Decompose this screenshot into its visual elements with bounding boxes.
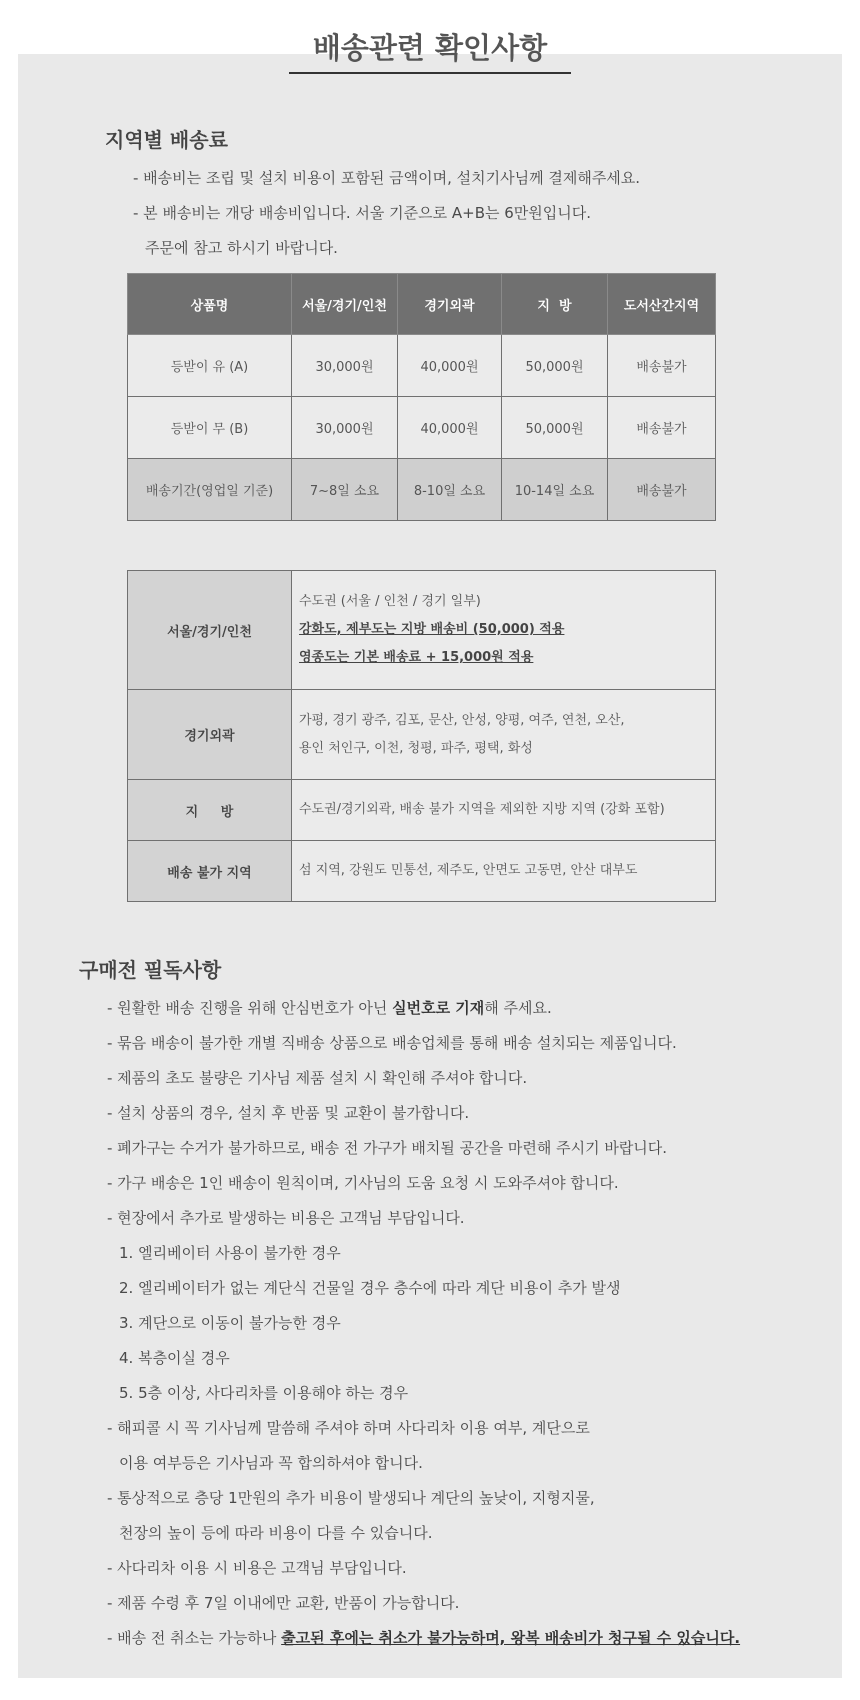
region-table (127, 570, 716, 902)
must-read-line (107, 1628, 740, 1648)
region-line: 수도권 (서울 / 인천 / 경기 일부) (299, 594, 481, 609)
page-title: 배송관련 확인사항 (312, 31, 548, 65)
table-row (128, 335, 716, 397)
cell-period: 7~8일 소요 (292, 459, 398, 521)
must-read-line: 천장의 높이 등에 따라 비용이 다를 수 있습니다. (119, 1524, 433, 1542)
must-read-line: - 해피콜 시 꼭 기사님께 말씀해 주셔야 하며 사다리차 이용 여부, 계단으로 (107, 1419, 590, 1437)
must-read-line: - 폐가구는 수거가 불가하므로, 배송 전 가구가 배치될 공간을 마련해 주시기 바랍니다. (107, 1139, 668, 1157)
region-label: 경기외곽 (128, 690, 292, 780)
table-row (128, 397, 716, 459)
must-read-line: - 가구 배송은 1인 배송이 원칙이며, 기사님의 도움 요청 시 도와주셔야 합니다. (107, 1174, 619, 1192)
cell-price: 30,000원 (292, 397, 398, 459)
must-read-line: - 제품 수령 후 7일 이내에만 교환, 반품이 가능합니다. (107, 1594, 460, 1612)
header-seoul: 서울/경기/인천 (292, 274, 398, 335)
must-read-line: 4. 복층이실 경우 (119, 1349, 230, 1367)
table-row (128, 459, 716, 521)
header-gyeonggi-outer: 경기외곽 (398, 274, 502, 335)
fee-table-header-row (128, 274, 716, 335)
region-description (292, 690, 716, 780)
cell-price: 40,000원 (398, 335, 502, 397)
region-label: 배송 불가 지역 (128, 841, 292, 902)
region-line: 수도권/경기외곽, 배송 불가 지역을 제외한 지방 지역 (강화 포함) (299, 802, 665, 817)
cell-price: 배송불가 (608, 397, 716, 459)
cell-price: 50,000원 (502, 335, 608, 397)
table-row (128, 780, 716, 841)
region-line: 용인 처인구, 이천, 청평, 파주, 평택, 화성 (299, 740, 533, 756)
title-underline (289, 72, 571, 74)
region-underlined-line: 영종도는 기본 배송료 + 15,000원 적용 (299, 650, 534, 665)
cell-price: 40,000원 (398, 397, 502, 459)
region-label: 서울/경기/인천 (128, 571, 292, 690)
line-bold-text: 실번호로 기재 (392, 999, 485, 1017)
region-description (292, 571, 716, 690)
line-bold-underlined-text: 출고된 후에는 취소가 불가능하며, 왕복 배송비가 청구될 수 있습니다. (281, 1629, 741, 1647)
cell-price: 배송불가 (608, 335, 716, 397)
line-text: 해 주세요. (484, 999, 552, 1017)
header-province: 지 방 (502, 274, 608, 335)
table-row (128, 841, 716, 902)
cell-product: 등받이 무 (B) (128, 397, 292, 459)
line-text: - 배송 전 취소는 가능하나 (107, 1629, 282, 1647)
region-description (292, 780, 716, 841)
shipping-note-1: - 배송비는 조립 및 설치 비용이 포함된 금액이며, 설치기사님께 결제해주세요. (133, 169, 641, 187)
must-read-line: 이용 여부등은 기사님과 꼭 합의하셔야 합니다. (119, 1454, 423, 1472)
must-read-line: - 설치 상품의 경우, 설치 후 반품 및 교환이 불가합니다. (107, 1104, 470, 1122)
region-underlined-line: 강화도, 제부도는 지방 배송비 (50,000) 적용 (299, 622, 565, 637)
must-read-line: - 현장에서 추가로 발생하는 비용은 고객님 부담입니다. (107, 1209, 465, 1227)
must-read-line: - 제품의 초도 불량은 기사님 제품 설치 시 확인해 주셔야 합니다. (107, 1069, 528, 1087)
region-label: 지 방 (128, 780, 292, 841)
cell-period: 배송불가 (608, 459, 716, 521)
region-description (292, 841, 716, 902)
shipping-note-3: 주문에 참고 하시기 바랍니다. (145, 239, 338, 257)
must-read-line: 5. 5층 이상, 사다리차를 이용해야 하는 경우 (119, 1384, 409, 1402)
must-read-line: 1. 엘리베이터 사용이 불가한 경우 (119, 1244, 341, 1262)
header-islands: 도서산간지역 (608, 274, 716, 335)
cell-price: 50,000원 (502, 397, 608, 459)
shipping-note-2: - 본 배송비는 개당 배송비입니다. 서울 기준으로 A+B는 6만원입니다. (133, 204, 592, 222)
line-text: - 원활한 배송 진행을 위해 안심번호가 아닌 (107, 999, 393, 1017)
shipping-fee-heading: 지역별 배송료 (105, 128, 228, 152)
must-read-line: - 묶음 배송이 불가한 개별 직배송 상품으로 배송업체를 통해 배송 설치되는 제품입니다. (107, 1034, 677, 1052)
must-read-line (107, 998, 552, 1018)
cell-period-label: 배송기간(영업일 기준) (128, 459, 292, 521)
cell-product: 등받이 유 (A) (128, 335, 292, 397)
header-product: 상품명 (128, 274, 292, 335)
must-read-line: - 통상적으로 층당 1만원의 추가 비용이 발생되나 계단의 높낮이, 지형지물, (107, 1489, 595, 1507)
must-read-heading: 구매전 필독사항 (79, 958, 222, 982)
region-line: 섬 지역, 강원도 민통선, 제주도, 안면도 고동면, 안산 대부도 (299, 863, 638, 878)
shipping-fee-table (127, 273, 716, 521)
cell-price: 30,000원 (292, 335, 398, 397)
must-read-line: 3. 계단으로 이동이 불가능한 경우 (119, 1314, 341, 1332)
must-read-line: - 사다리차 이용 시 비용은 고객님 부담입니다. (107, 1559, 407, 1577)
table-row (128, 571, 716, 690)
cell-period: 8-10일 소요 (398, 459, 502, 521)
cell-period: 10-14일 소요 (502, 459, 608, 521)
region-line: 가평, 경기 광주, 김포, 문산, 안성, 양평, 여주, 연천, 오산, (299, 712, 625, 728)
table-row (128, 690, 716, 780)
must-read-line: 2. 엘리베이터가 없는 계단식 건물일 경우 층수에 따라 계단 비용이 추가 발생 (119, 1279, 621, 1297)
